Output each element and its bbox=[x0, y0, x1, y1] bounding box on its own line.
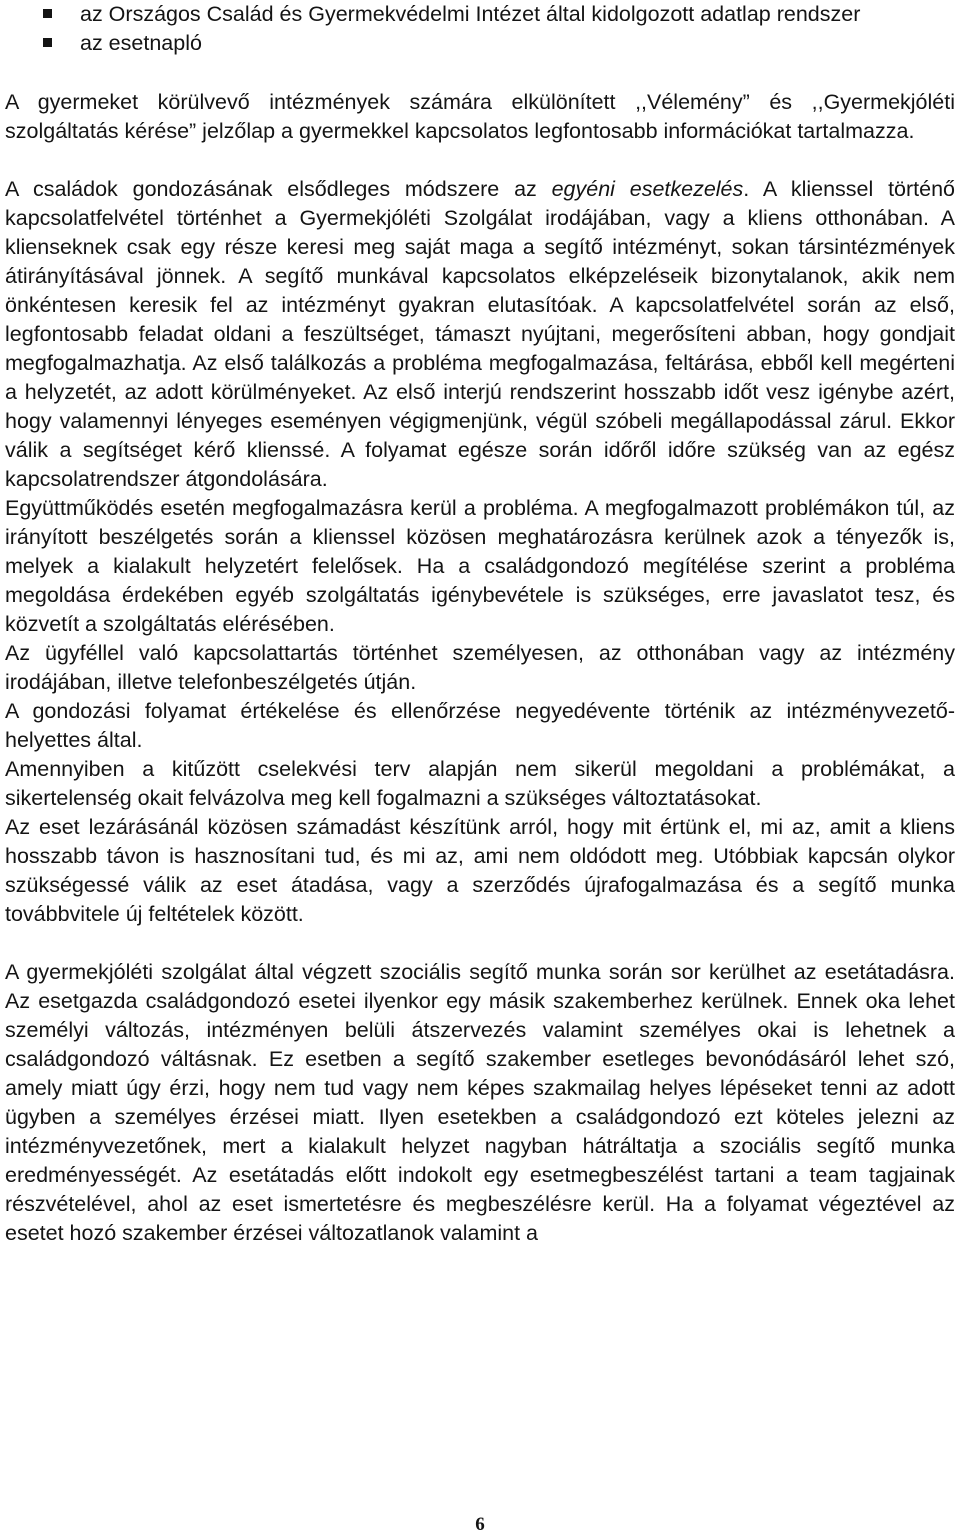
list-item bbox=[5, 29, 955, 58]
paragraph-esetkezeles bbox=[5, 175, 955, 494]
bullet-list bbox=[5, 0, 955, 58]
paragraph-kapcsolattartas: Az ügyféllel való kapcsolattartás történhet személyesen, az otthonában vagy az intézmény irodájában, illetve telefonbeszélgetés útján. bbox=[5, 641, 955, 694]
bullet-text: az Országos Család és Gyermekvédelmi Intézet által kidolgozott adatlap rendszer bbox=[80, 2, 861, 26]
emphasis-text: egyéni esetkezelés bbox=[551, 177, 744, 201]
paragraph-esetatadas: A gyermekjóléti szolgálat által végzett szociális segítő munka során sor kerülhet az esetátadásra. Az esetgazda családgondozó esetei ilyenkor egy másik szakemberhez kerülnek. Ennek oka lehet személyi változás, intézményen belüli átszervezés valamint személyes okai is lehetnek a családgondozó váltásnak. Ez esetben a segítő szakember esetleges bevonódásáról lehet szó, amely miatt úgy érzi, hogy nem tud vagy nem képes szakmailag helyes lépéseket tenni az adott ügyben a személyes érzései miatt. Ilyen esetekben a családgondozó ezt köteles jelezni az intézményvezetőnek, mert a kialakult helyzet nagyban hátráltatja a szociális segítő munka eredményességét. Az esetátadás előtt indokolt egy esetmegbeszélést tartani a team tagjainak részvételével, ahol az eset ismertetésre és megbeszélésre kerül. Ha a folyamat végeztével az esetet hozó szakember érzései változatlanok valamint a bbox=[5, 960, 955, 1245]
bullet-text: az esetnapló bbox=[80, 31, 202, 55]
paragraph-lead: A családok gondozásának elsődleges módszere az bbox=[5, 177, 552, 201]
document-page bbox=[5, 0, 955, 1248]
square-bullet-icon bbox=[43, 9, 52, 18]
paragraph-lezaras: Az eset lezárásánál közösen számadást készítünk arról, hogy mit értünk el, mi az, amit a kliens hosszabb távon is hasznosítani tud, és mi az, ami nem oldódott meg. Utóbbiak kapcsán olykor szükségessé válik az eset átadása, vagy a szerződés újrafogalmazása és a segítő munka továbbvitele új feltételek között. bbox=[5, 815, 955, 926]
page-number: 6 bbox=[475, 1514, 485, 1535]
paragraph-egyuttmukodes: Együttműködés esetén megfogalmazásra kerül a probléma. A megfogalmazott problémákon túl, az irányított beszélgetés során a klienssel közösen meghatározásra kerülnek azok a tényezők is, melyek a kialakult helyzetért felelősek. Ha a családgondozó megítélése szerint a probléma megoldása érdekében egyéb szolgáltatás igénybevétele is szükséges, erre javaslatot tesz, és közvetít a szolgáltatás elérésében. bbox=[5, 496, 955, 636]
paragraph-ertekeles: A gondozási folyamat értékelése és ellenőrzése negyedévente történik az intézményvezető-helyettes által. bbox=[5, 699, 955, 752]
paragraph-jelzolap: A gyermeket körülvevő intézmények számára elkülönített ,,Vélemény” és ,,Gyermekjóléti szolgáltatás kérése” jelzőlap a gyermekkel kapcsolatos legfontosabb információkat tartalmazza. bbox=[5, 90, 955, 143]
paragraph-cselekvesi-terv: Amennyiben a kitűzött cselekvési terv alapján nem sikerül megoldani a problémákat, a sikertelenség okait felvázolva meg kell fogalmazni a szükséges változtatásokat. bbox=[5, 757, 955, 810]
square-bullet-icon bbox=[43, 38, 52, 47]
paragraph-body: . A klienssel történő kapcsolatfelvétel történhet a Gyermekjóléti Szolgálat irodájában, vagy a kliens otthonában. A klienseknek csak egy része keresi meg saját maga a segítő intézményt, sokan társintézmények átirányításával jönnek. A segítő munkával kapcsolatos elképzeléseik bizonytalanok, akik nem önkéntesen keresik fel az intézményt gyakran elutasítóak. A kapcsolatfelvétel során az első, legfontosabb feladat oldani a feszültséget, támaszt nyújtani, megerősíteni abban, hogy gondjait megfogalmazhatja. Az első találkozás a probléma megfogalmazása, feltárása, ebből kell megérteni a helyzetét, az adott körülményeket. Az első interjú rendszerint hosszabb időt vesz igénybe azért, hogy valamennyi lényeges eseményen végigmenjünk, végül szóbeli megállapodással zárul. Ekkor válik a segítséget kérő klienssé. A folyamat egésze során időről időre szükség van az egész kapcsolatrendszer átgondolására. bbox=[5, 177, 956, 491]
list-item bbox=[5, 0, 955, 29]
